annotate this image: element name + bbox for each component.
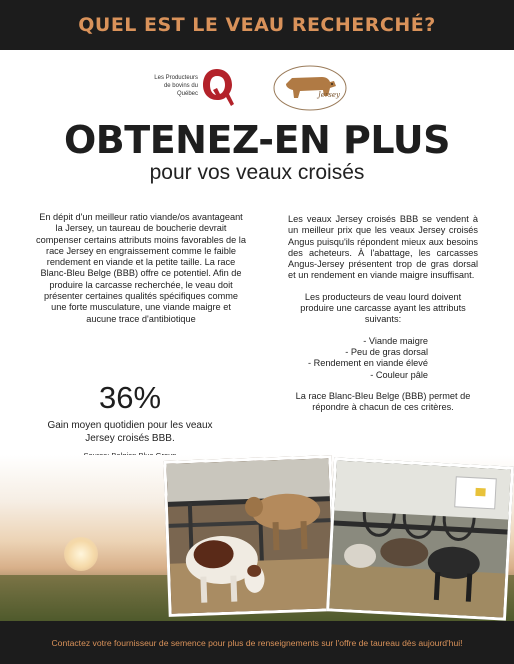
logo-jersey-text: Jersey	[318, 91, 340, 99]
criteria-item: - Viande maigre	[363, 335, 428, 346]
barn-calves-photo	[163, 455, 336, 617]
logo-pbq-line3: Québec	[176, 91, 198, 97]
right-paragraph-1: Les veaux Jersey croisés BBB se vendent à un meilleur prix que les veaux Jersey croisés Angus puisqu'ils répondent mieux aux besoins des acheteurs. À l'abattage, les carcasses Angus-Jersey présentent trop de gras dorsal et un rendement en viande maigre insuffisant.	[288, 214, 478, 281]
stat-description: Gain moyen quotidien pour les veaux Jersey croisés BBB.	[47, 420, 213, 444]
sun-glow	[64, 537, 98, 571]
stat-value: 36%	[98, 380, 162, 415]
logo-pbq-line2: de bovins du	[163, 83, 198, 89]
bottom-banner	[0, 621, 514, 664]
stat-block	[40, 380, 220, 460]
criteria-list	[288, 336, 478, 381]
left-column	[36, 212, 246, 325]
logo-jersey	[272, 64, 348, 112]
jersey-cow-icon	[272, 64, 348, 112]
left-paragraph: En dépit d'un meilleur ratio viande/os avantageant la Jersey, un taureau de boucherie devrait compenser certains attributs moins favorables de la race Jersey en engraissement comme le faible rendement en viande et la petite taille. La race Blanc-Bleu Belge (BBB) offre ce potentiel. Afin de produire la carcasse recherchée, le veau doit présenter certaines qualités spécifiques comme une forte musculature, une viande maigre et aucune trace d'antibiotique	[36, 212, 246, 324]
stalls-illustration	[329, 461, 514, 621]
barn-stalls-photo	[326, 457, 514, 620]
right-paragraph-3: La race Blanc-Bleu Belge (BBB) permet de répondre à chacun de ces critères.	[295, 390, 471, 413]
criteria-item: - Rendement en viande élevé	[307, 358, 428, 369]
logo-pbq-line1: Les Producteurs	[154, 75, 198, 81]
top-banner	[0, 0, 514, 50]
headline-main: OBTENEZ-EN PLUS	[64, 118, 450, 162]
calves-illustration	[166, 458, 336, 617]
headline-sub: pour vos veaux croisés	[149, 161, 365, 184]
headline	[0, 120, 514, 186]
logo-producteurs-bovins	[142, 66, 252, 110]
quebec-q-icon	[200, 66, 234, 110]
footer-text: Contactez votre fournisseur de semence pour plus de renseignements sur l'offre de taureau dès aujourd'hui!	[51, 637, 463, 648]
photo-area	[0, 455, 514, 621]
criteria-item: - Couleur pâle	[370, 369, 428, 380]
right-paragraph-2: Les producteurs de veau lourd doivent produire une carcasse ayant les attributs suivants:	[300, 291, 466, 325]
logo-pbq-text	[142, 74, 198, 98]
criteria-item: - Peu de gras dorsal	[345, 346, 428, 357]
right-column	[288, 214, 478, 423]
banner-title: QUEL EST LE VEAU RECHERCHÉ?	[78, 14, 436, 36]
logos-row	[0, 60, 514, 116]
